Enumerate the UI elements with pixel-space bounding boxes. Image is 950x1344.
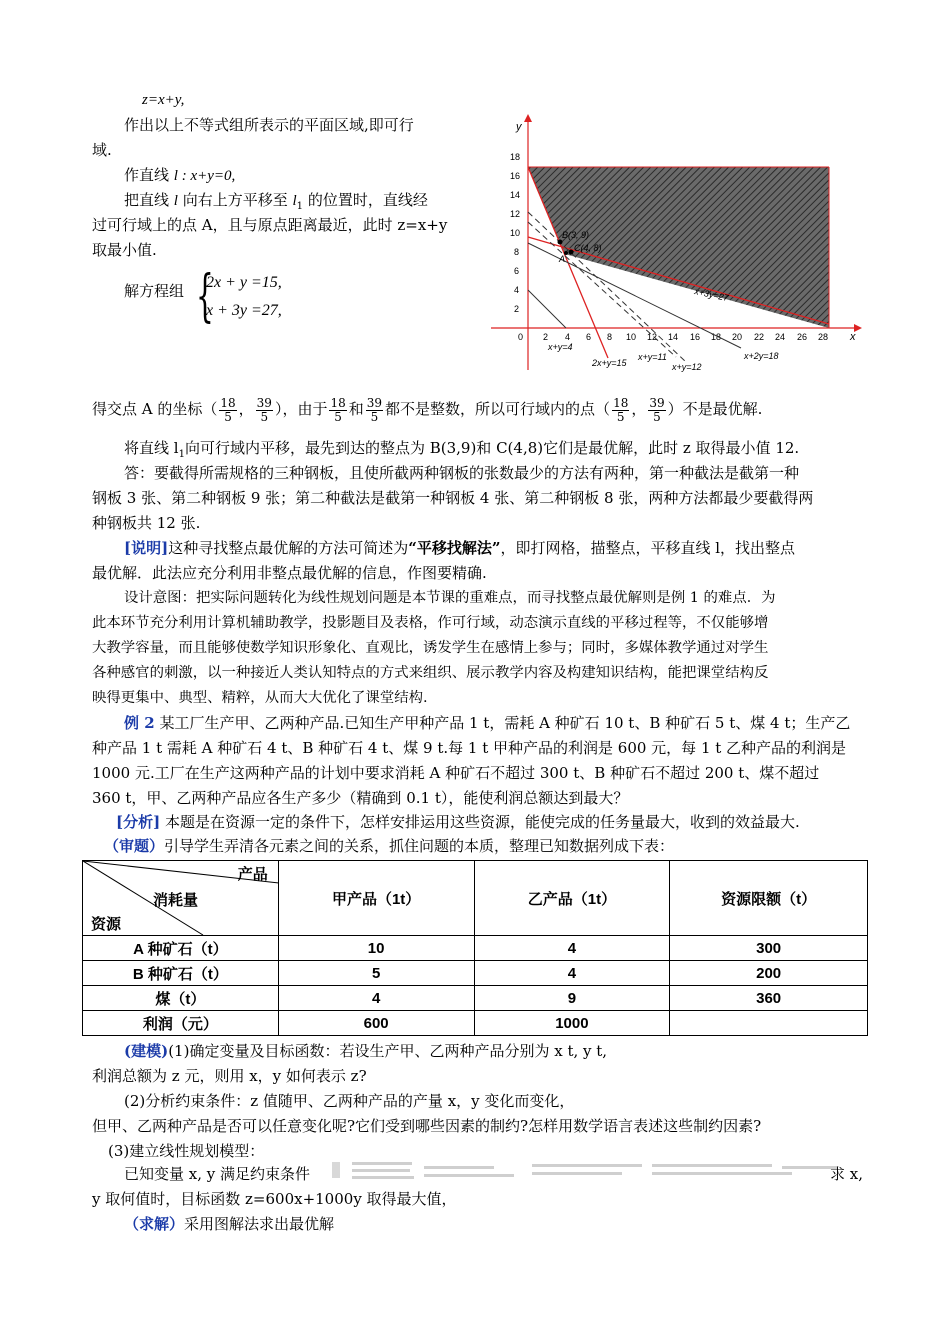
text-line: 最优解．此法应充分利用非整点最优解的信息，作图要精确.	[92, 564, 487, 582]
label-C: C(4, 8)	[574, 243, 602, 253]
table-cell: 4	[278, 986, 474, 1011]
equation-2: x + 3y =27,	[206, 302, 282, 319]
example-line: 例 2 某工厂生产甲、乙两种产品.已知生产甲种产品 1 t，需耗 A 种矿石 10 t、B 种矿石 5 t、煤 4 t；生产乙	[124, 714, 851, 732]
table-cell: 600	[278, 1011, 474, 1036]
table-cell: 5	[278, 961, 474, 986]
x-tick: 24	[775, 332, 786, 342]
text-line: 此本环节充分利用计算机辅助教学，投影题目及表格，作可行域，动态演示直线的平移过程等，不仅能够增	[92, 615, 769, 631]
table-row	[83, 961, 868, 986]
table-cell: B 种矿石（t）	[83, 961, 279, 986]
fraction: $\frac{39}{5}$	[256, 395, 272, 424]
table-header: 乙产品（1t）	[474, 861, 670, 936]
text-line: 大教学容量，而且能够使数学知识形象化、直观比，诱发学生在感情上参与；同时，多媒体教学通过对学生	[92, 640, 769, 656]
label-x-y-4: x+y=4	[548, 342, 573, 352]
fraction: $\frac{39}{5}$	[366, 395, 383, 424]
y-ticks	[510, 152, 520, 314]
y-tick: 6	[514, 266, 520, 276]
table-cell: 300	[670, 936, 868, 961]
table-cell: 360	[670, 986, 868, 1011]
modeling-line: (建模)(1)确定变量及目标函数：若设生产甲、乙两种产品分别为 x t, y t,	[124, 1042, 608, 1060]
fraction: $\frac{18}{5}$	[613, 395, 629, 424]
text-line: (2)分析约束条件：z 值随甲、乙两种产品的产量 x，y 变化而变化，	[124, 1092, 575, 1110]
x-tick: 16	[690, 332, 701, 342]
y-tick: 8	[514, 247, 520, 257]
x-tick: 12	[647, 332, 658, 342]
resource-table	[82, 860, 868, 1036]
corner-mid: 消耗量	[153, 892, 199, 909]
text-line: 映得更集中、典型、精粹，从而大大优化了课堂结构.	[92, 690, 428, 706]
text-line: y 取何值时，目标函数 z=600x+1000y 取得最大值，	[92, 1190, 457, 1208]
brace-icon: {	[196, 264, 214, 329]
y-tick: 4	[514, 285, 520, 295]
blurred-constraints-image	[332, 1160, 844, 1182]
fraction: $\frac{39}{5}$	[649, 395, 665, 424]
table-cell: 4	[474, 961, 670, 986]
y-axis-label: y	[516, 121, 522, 133]
corner-top: 产品	[237, 866, 268, 883]
text-line: 利润总额为 z 元，则用 x，y 如何表示 z?	[92, 1067, 367, 1085]
table-cell: 利润（元）	[83, 1011, 279, 1036]
table-cell	[670, 1011, 868, 1036]
review-tag: （审题）	[104, 837, 165, 855]
point-C	[569, 250, 574, 255]
y-tick: 10	[510, 228, 521, 238]
system-label: 解方程组	[124, 282, 185, 300]
text-line: 过可行域上的点 A，且与原点距离最近，此时 z=x+y	[92, 216, 448, 234]
text-line: 作出以上不等式组所表示的平面区域,即可行	[124, 116, 414, 134]
x-tick: 10	[626, 332, 637, 342]
analysis-tag: [分析]	[116, 813, 161, 831]
text-line: 把直线 l 向右上方平移至 $l_1$ 的位置时，直线经	[124, 191, 428, 212]
text-line: 作直线 l : x+y=0,	[124, 166, 236, 184]
text-line: 已知变量 x, y 满足约束条件	[124, 1165, 311, 1183]
note-tag: [说明]	[124, 539, 169, 557]
table-cell: 1000	[474, 1011, 670, 1036]
equation-1: 2x + y =15,	[206, 274, 282, 291]
x-tick: 26	[797, 332, 808, 342]
feasible-region-graph	[486, 112, 864, 374]
example-tag: 例 2	[124, 714, 155, 732]
table-corner	[83, 861, 279, 936]
modeling-tag: (建模)	[124, 1042, 169, 1060]
text-line: 域.	[92, 141, 112, 159]
label-x-3y-27: x+3y=27	[693, 286, 730, 304]
review-line: （审题）引导学生弄清各元素之间的关系，抓住问题的本质，整理已知数据列成下表：	[104, 837, 675, 855]
label-B: B(3, 9)	[562, 230, 590, 240]
y-tick: 16	[510, 171, 521, 181]
table-header: 资源限额（t）	[670, 861, 868, 936]
table-cell: 4	[474, 936, 670, 961]
x-tick: 22	[754, 332, 765, 342]
y-tick: 18	[510, 152, 521, 162]
table-row	[83, 1011, 868, 1036]
x-tick: 8	[607, 332, 613, 342]
text-line: 各种感官的刺激，以一种接近人类认知特点的方式来组织、展示教学内容及构建知识结构，能把课堂结构反	[92, 665, 769, 681]
x-tick: 18	[711, 332, 722, 342]
text-line: 答：要截得所需规格的三种钢板，且使所截两种钢板的张数最少的方法有两种，第一种截法是截第一种	[124, 464, 800, 482]
origin-label: 0	[518, 332, 524, 342]
solve-line: （求解）采用图解法求出最优解	[124, 1215, 335, 1233]
point-B	[558, 240, 563, 245]
label-A: A	[559, 254, 566, 264]
table-cell: 10	[278, 936, 474, 961]
corner-bottom: 资源	[91, 916, 122, 933]
table-cell: 200	[670, 961, 868, 986]
text-line: 1000 元.工厂在生产这两种产品的计划中要求消耗 A 种矿石不超过 300 t、B 种矿石不超过 200 t、煤不超过	[92, 764, 820, 782]
x-tick: 6	[586, 332, 592, 342]
text-line: 将直线 $l_1$向可行域内平移，最先到达的整点为 B(3,9)和 C(4,8)它们是最优解，此时 z 取得最小值 12.	[124, 439, 800, 460]
x-tick: 4	[565, 332, 571, 342]
equation-system	[196, 264, 316, 329]
intersection-text: 得交点 A 的坐标（ $\frac{18}{5}$ ， $\frac{39}{5}$ ），由于 $\frac{18}{5}$ 和 $\frac{39}{5}$ 都不是整数，所以可行域内的点（ $\frac{18}{5}$ ， $\frac{39}{5}$ ）不是最优解.	[92, 395, 763, 424]
fraction: $\frac{18}{5}$	[220, 395, 236, 424]
text-line: (3)建立线性规划模型：	[108, 1142, 265, 1160]
y-tick: 2	[514, 304, 520, 314]
label-2x-y-15: 2x+y=15	[592, 358, 627, 368]
table-cell: A 种矿石（t）	[83, 936, 279, 961]
label-x-y-12: x+y=12	[672, 362, 702, 372]
y-tick: 12	[510, 209, 521, 219]
text-line: 但甲、乙两种产品是否可以任意变化呢?它们受到哪些因素的制约?怎样用数学语言表述这些制约因素?	[92, 1117, 762, 1135]
text-line: 种钢板共 12 张.	[92, 514, 201, 532]
text-line: 钢板 3 张、第二种钢板 9 张；第二种截法是截第一种钢板 4 张、第二种钢板 8 张，两种方法都最少要截得两	[92, 489, 814, 507]
analysis-line: [分析] 本题是在资源一定的条件下，怎样安排运用这些资源，能使完成的任务量最大，收到的效益最大.	[116, 813, 800, 831]
line-x-y-4	[528, 290, 566, 328]
fraction: $\frac{18}{5}$	[330, 395, 346, 424]
table-cell: 煤（t）	[83, 986, 279, 1011]
x-tick: 2	[543, 332, 549, 342]
text-line: 360 t，甲、乙两种产品应各生产多少（精确到 0.1 t），能使利润总额达到最大？	[92, 789, 629, 807]
objective-z: z=x+y,	[142, 92, 185, 108]
text-line: 种产品 1 t 需耗 A 种矿石 4 t、B 种矿石 4 t、煤 9 t.每 1 t 甲种产品的利润是 600 元，每 1 t 乙种产品的利润是	[92, 739, 847, 757]
text-line: 取最小值.	[92, 241, 157, 259]
note-line: [说明]这种寻找整点最优解的方法可简述为“平移找解法”，即打网格，描整点，平移直线 l，找出整点	[124, 539, 796, 557]
y-tick: 14	[510, 190, 521, 200]
text-line: 设计意图：把实际问题转化为线性规划问题是本节课的重难点，而寻找整点最优解则是例 1 的难点．为	[124, 590, 776, 606]
x-tick: 20	[732, 332, 743, 342]
table-row	[83, 986, 868, 1011]
label-x-2y-18: x+2y=18	[744, 351, 779, 361]
x-axis-label: x	[850, 331, 856, 343]
table-row	[83, 936, 868, 961]
solve-tag: （求解）	[124, 1215, 185, 1233]
table-header: 甲产品（1t）	[278, 861, 474, 936]
x-tick: 28	[818, 332, 829, 342]
x-tick: 14	[668, 332, 679, 342]
text-line: 求 x,	[830, 1165, 863, 1183]
label-x-y-11: x+y=11	[638, 352, 667, 362]
x-ticks	[543, 332, 828, 342]
table-cell: 9	[474, 986, 670, 1011]
